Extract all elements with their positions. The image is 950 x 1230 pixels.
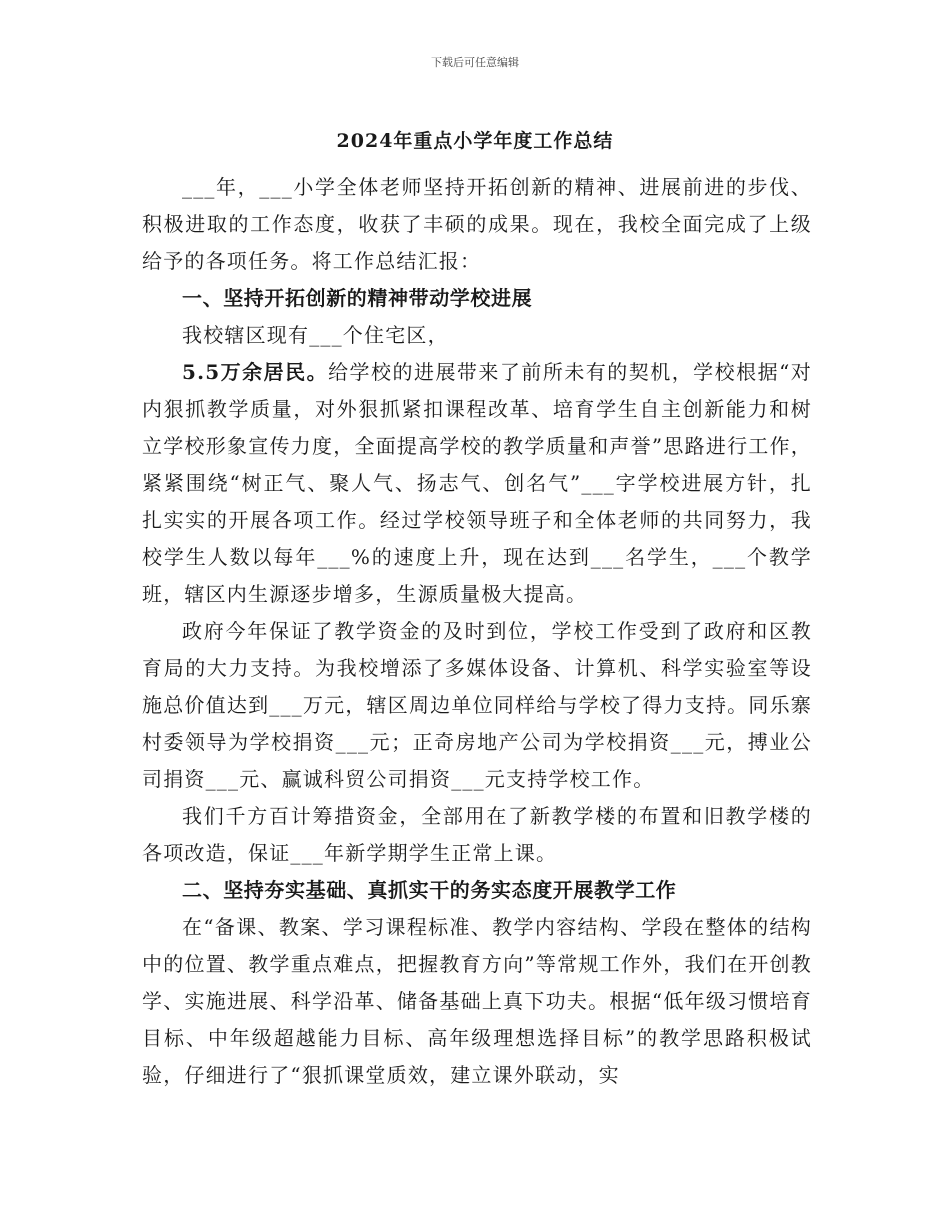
paragraph-residential: 我校辖区现有___个住宅区， [182, 323, 449, 347]
paragraph-lead-strong: 5.5万余居民。 [182, 360, 329, 384]
paragraph-development-text: 给学校的进展带来了前所未有的契机，学校根据“对内狠抓教学质量，对外狠抓紧扣课程改革、培育学生自主创新能力和树立学校形象宣传力度，全面提高学校的教学质量和声誉”思路进行工作，紧紧围绕“树正气、聚人气、扬志气、创名气”___字学校进展方针，扎扎实实的开展各项工作。经过学校领导班子和全体老师的共同努力，我校学生人数以每年___%的速度上升，现在达到___名学生，___个教学班，辖区内生源逐步增多，生源质量极大提高。 [142, 360, 812, 606]
document-title: 2024年重点小学年度工作总结 [336, 130, 614, 152]
paragraph-funding: 政府今年保证了教学资金的及时到位，学校工作受到了政府和区教育局的大力支持。为我校增添了多媒体设备、计算机、科学实验室等设施总价值达到___万元，辖区周边单位同样给与学校了得力支持。同乐寨村委领导为学校捐资___元；正奇房地产公司为学校捐资___元，搏业公司捐资___元、赢诚科贸公司捐资___元支持学校工作。 [142, 619, 812, 791]
section-heading-1: 一、坚持开拓创新的精神带动学校进展 [182, 286, 533, 310]
header-note: 下载后可任意编辑 [431, 56, 519, 69]
section-heading-2: 二、坚持夯实基础、真抓实干的务实态度开展教学工作 [182, 878, 677, 902]
document-body [142, 169, 812, 1094]
paragraph-development [142, 354, 812, 613]
paragraph-teaching: 在“备课、教案、学习课程标准、教学内容结构、学段在整体的结构中的位置、教学重点难点，把握教育方向”等常规工作外，我们在开创教学、实施进展、科学沿革、储备基础上真下功夫。根据“低年级习惯培育目标、中年级超越能力目标、高年级理想选择目标”的教学思路积极试验，仔细进行了“狠抓课堂质效，建立课外联动，实 [142, 915, 812, 1087]
paragraph-construction: 我们千方百计筹措资金，全部用在了新教学楼的布置和旧教学楼的各项改造，保证___年新学期学生正常上课。 [142, 804, 812, 865]
paragraph-intro: ___年，___小学全体老师坚持开拓创新的精神、进展前进的步伐、积极进取的工作态度，收获了丰硕的成果。现在，我校全面完成了上级给予的各项任务。将工作总结汇报： [142, 175, 812, 273]
